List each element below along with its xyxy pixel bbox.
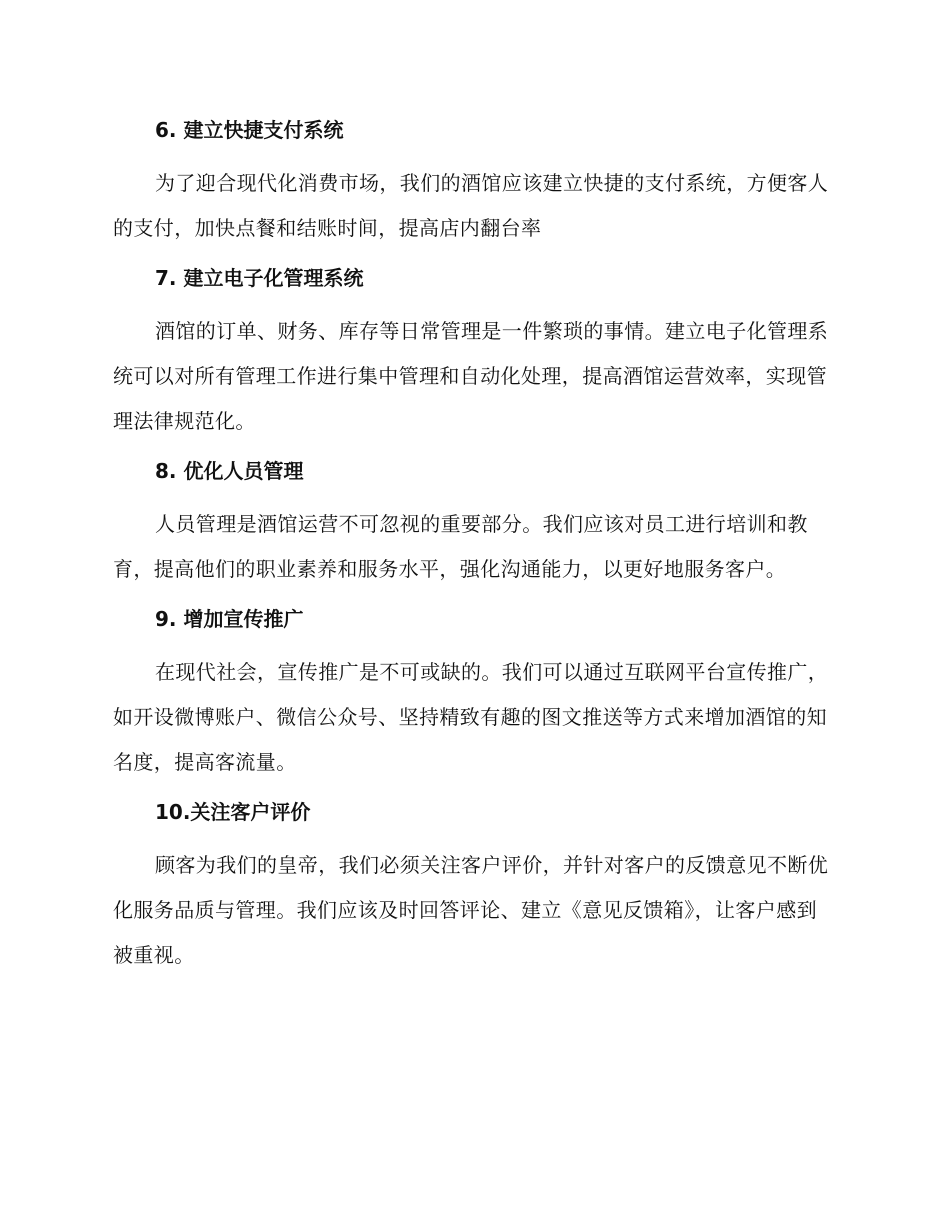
section-paragraph: 在现代社会，宣传推广是不可或缺的。我们可以通过互联网平台宣传推广，如开设微博账户、微信公众号、坚持精致有趣的图文推送等方式来增加酒馆的知名度，提高客流量。 (113, 660, 829, 774)
section-electronic-management (113, 263, 834, 444)
section-promotion (113, 604, 834, 785)
section-paragraph: 顾客为我们的皇帝，我们必须关注客户评价，并针对客户的反馈意见不断优化服务品质与管理。我们应该及时回答评论、建立《意见反馈箱》，让客户感到被重视。 (113, 853, 829, 967)
section-heading: 7. 建立电子化管理系统 (155, 266, 364, 290)
section-paragraph: 人员管理是酒馆运营不可忽视的重要部分。我们应该对员工进行培训和教育，提高他们的职业素养和服务水平，强化沟通能力，以更好地服务客户。 (113, 512, 808, 581)
section-heading: 10.关注客户评价 (155, 800, 311, 824)
section-paragraph: 为了迎合现代化消费市场，我们的酒馆应该建立快捷的支付系统，方便客人的支付，加快点餐和结账时间，提高店内翻台率 (113, 171, 829, 240)
section-staff-management (113, 456, 834, 592)
section-payment-system (113, 115, 834, 251)
section-heading: 8. 优化人员管理 (155, 459, 304, 483)
section-customer-feedback (113, 797, 834, 978)
section-paragraph: 酒馆的订单、财务、库存等日常管理是一件繁琐的事情。建立电子化管理系统可以对所有管理工作进行集中管理和自动化处理，提高酒馆运营效率，实现管理法律规范化。 (113, 319, 829, 433)
section-heading: 9. 增加宣传推广 (155, 607, 304, 631)
section-heading: 6. 建立快捷支付系统 (155, 118, 344, 142)
